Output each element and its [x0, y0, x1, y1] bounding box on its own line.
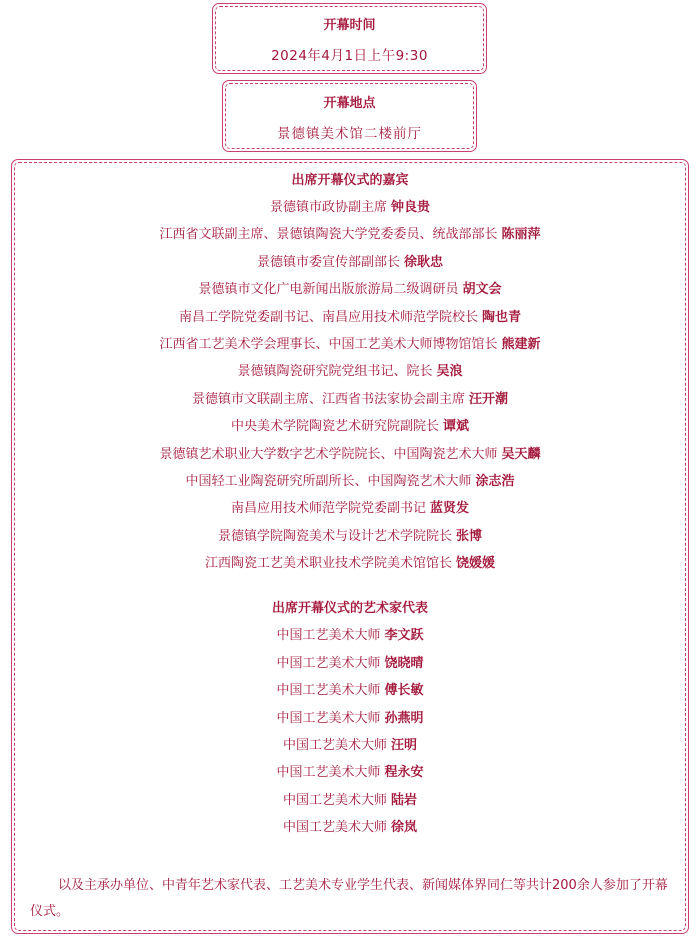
guest-role: 景德镇陶瓷研究院党组书记、院长 — [237, 364, 433, 380]
attendees-box — [11, 159, 689, 934]
guest-name: 胡文会 — [462, 282, 502, 298]
artist-row — [12, 818, 688, 838]
guest-name: 张博 — [456, 528, 483, 544]
opening-time-box — [212, 3, 487, 74]
guest-name: 陶也青 — [482, 309, 522, 325]
guest-role: 景德镇学院陶瓷美术与设计艺术学院院长 — [217, 528, 452, 544]
artist-role: 中国工艺美术大师 — [282, 738, 387, 754]
guest-role: 南昌工学院党委副书记、南昌应用技术师范学院校长 — [178, 309, 478, 325]
guest-row — [12, 417, 688, 437]
guest-name: 吴天麟 — [501, 446, 541, 462]
guest-row — [12, 198, 688, 218]
artist-role: 中国工艺美术大师 — [282, 820, 387, 836]
guest-role: 江西省工艺美术学会理事长、中国工艺美术大师博物馆馆长 — [159, 336, 498, 352]
opening-venue-title: 开幕地点 — [323, 96, 376, 111]
guest-role: 景德镇市政协副主席 — [269, 200, 387, 215]
artist-name: 饶晓晴 — [384, 655, 424, 671]
guest-role: 江西省文联副主席、景德镇陶瓷大学党委委员、统战部部长 — [159, 227, 498, 243]
artist-role: 中国工艺美术大师 — [276, 765, 381, 781]
attendees-content — [12, 160, 688, 846]
artist-role: 中国工艺美术大师 — [276, 683, 381, 699]
artist-name: 陆岩 — [391, 792, 418, 808]
guest-role: 中国轻工业陶瓷研究所副所长、中国陶瓷艺术大师 — [185, 473, 472, 489]
artist-row — [12, 709, 688, 729]
artist-row — [12, 736, 688, 756]
guest-row — [12, 554, 688, 574]
guest-name: 谭斌 — [443, 419, 470, 435]
guest-row — [12, 225, 688, 245]
guest-role: 景德镇市文化广电新闻出版旅游局二级调研员 — [198, 282, 459, 298]
guest-row — [12, 253, 688, 273]
guest-row — [12, 362, 688, 382]
artist-name: 傅长敏 — [384, 683, 424, 699]
opening-time-value: 2024年4月1日上午9:30 — [271, 48, 428, 64]
opening-venue-box — [222, 80, 477, 152]
guest-name: 汪开潮 — [469, 391, 509, 407]
guest-name: 吴浪 — [436, 364, 463, 380]
artist-role: 中国工艺美术大师 — [276, 628, 381, 644]
artist-row — [12, 791, 688, 811]
guest-row — [12, 335, 688, 355]
guest-row — [12, 472, 688, 492]
guest-name: 饶媛媛 — [456, 556, 496, 572]
guest-name: 徐耿忠 — [404, 254, 444, 270]
section-spacer — [12, 581, 688, 599]
guest-name: 陈丽萍 — [501, 227, 541, 243]
guest-name: 熊建新 — [501, 336, 541, 352]
artist-row — [12, 681, 688, 701]
guest-row — [12, 390, 688, 410]
artist-name: 徐岚 — [391, 820, 418, 836]
artists-section-title: 出席开幕仪式的艺术家代表 — [271, 601, 428, 617]
guest-row — [12, 445, 688, 465]
closing-paragraph: 以及主承办单位、中青年艺术家代表、工艺美术专业学生代表、新闻媒体界同仁等共计200余人参加了开幕仪式。 — [30, 878, 668, 919]
artist-name: 李文跃 — [384, 628, 424, 644]
artist-row — [12, 626, 688, 646]
artist-name: 孙燕明 — [384, 710, 424, 726]
artist-row — [12, 654, 688, 674]
artist-row — [12, 763, 688, 783]
guest-role: 景德镇市文联副主席、江西省书法家协会副主席 — [191, 391, 465, 407]
opening-time-title: 开幕时间 — [323, 18, 376, 33]
guest-role: 中央美术学院陶瓷艺术研究院副院长 — [230, 419, 439, 435]
opening-venue-value: 景德镇美术馆二楼前厅 — [277, 126, 422, 142]
artist-role: 中国工艺美术大师 — [276, 655, 381, 671]
guest-role: 南昌应用技术师范学院党委副书记 — [230, 501, 426, 517]
guest-role: 景德镇市委宣传部副部长 — [256, 254, 400, 270]
guests-section-title: 出席开幕仪式的嘉宾 — [291, 173, 409, 188]
guest-row — [12, 280, 688, 300]
guest-name: 涂志浩 — [475, 473, 515, 489]
guest-row — [12, 499, 688, 519]
guest-role: 江西陶瓷工艺美术职业技术学院美术馆馆长 — [204, 556, 452, 572]
artist-role: 中国工艺美术大师 — [282, 792, 387, 808]
guest-row — [12, 527, 688, 547]
guest-row — [12, 308, 688, 328]
artist-name: 汪明 — [391, 738, 418, 754]
artist-role: 中国工艺美术大师 — [276, 710, 381, 726]
guest-name: 蓝贤发 — [430, 501, 470, 517]
artist-name: 程永安 — [384, 765, 424, 781]
guest-role: 景德镇艺术职业大学数字艺术学院院长、中国陶瓷艺术大师 — [159, 446, 498, 462]
guest-name: 钟良贵 — [391, 200, 431, 215]
